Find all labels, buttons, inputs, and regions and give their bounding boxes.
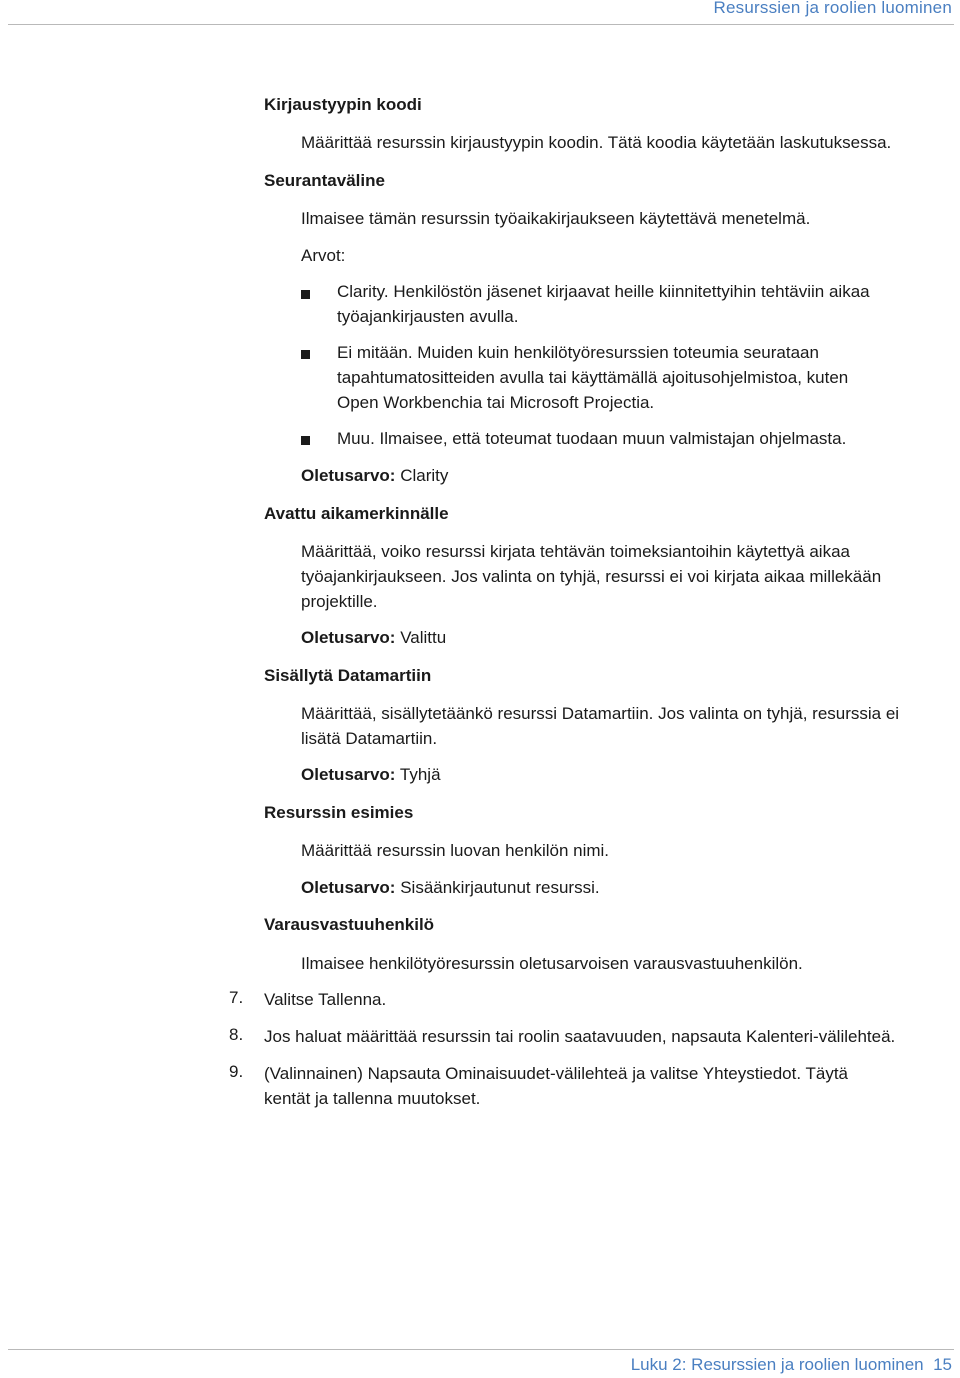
step-9-line2: kentät ja tallenna muutokset. — [264, 1089, 481, 1108]
bullet-clarity-line1: Clarity. Henkilöstön jäsenet kirjaavat heille kiinnitettyihin tehtäviin aikaa — [337, 282, 870, 301]
step-number-7: 7. — [229, 988, 244, 1007]
default-value: Clarity — [395, 466, 449, 485]
step-number-9: 9. — [229, 1062, 244, 1081]
desc-avattu-line1: Määrittää, voiko resurssi kirjata tehtävän toimeksiantoihin käytettyä aikaa — [301, 542, 850, 561]
term-kirjaustyyppi: Kirjaustyypin koodi — [264, 95, 422, 114]
term-esimies: Resurssin esimies — [264, 803, 414, 822]
default-value: Sisäänkirjautunut resurssi. — [395, 878, 600, 897]
bullet-square-icon — [301, 290, 310, 299]
bullet-square-icon — [301, 350, 310, 359]
default-label: Oletusarvo: — [301, 466, 396, 485]
term-avattu: Avattu aikamerkinnälle — [264, 504, 449, 523]
step-7-text: Valitse Tallenna. — [264, 990, 387, 1009]
desc-esimies: Määrittää resurssin luovan henkilön nimi. — [301, 841, 610, 860]
bullet-muu-line1: Muu. Ilmaisee, että toteumat tuodaan muun valmistajan ohjelmasta. — [337, 429, 847, 448]
bullet-clarity-line2: työajankirjausten avulla. — [337, 307, 519, 326]
bullet-ei-line3: Open Workbenchia tai Microsoft Projectia. — [337, 393, 655, 412]
desc-datamart-line2: lisätä Datamartiin. — [301, 729, 438, 748]
step-9-line1: (Valinnainen) Napsauta Ominaisuudet-välilehteä ja valitse Yhteystiedot. Täytä — [264, 1064, 849, 1083]
bullet-square-icon — [301, 436, 310, 445]
desc-kirjaustyyppi: Määrittää resurssin kirjaustyypin koodin. Tätä koodia käytetään laskutuksessa. — [301, 133, 892, 152]
values-label: Arvot: — [301, 246, 346, 265]
step-8-text: Jos haluat määrittää resurssin tai roolin saatavuuden, napsauta Kalenteri-välilehteä. — [264, 1027, 896, 1046]
default-value: Valittu — [395, 628, 447, 647]
term-varaus: Varausvastuuhenkilö — [264, 915, 435, 934]
header-divider — [8, 24, 954, 25]
default-avattu — [301, 626, 446, 651]
term-seuranta: Seurantaväline — [264, 171, 385, 190]
default-datamart — [301, 763, 441, 788]
desc-avattu-line2: työajankirjaukseen. Jos valinta on tyhjä, resurssi ei voi kirjata aikaa millekään — [301, 567, 882, 586]
default-label: Oletusarvo: — [301, 628, 396, 647]
default-seuranta — [301, 464, 448, 489]
desc-seuranta: Ilmaisee tämän resurssin työaikakirjaukseen käytettävä menetelmä. — [301, 209, 811, 228]
footer-divider — [8, 1349, 954, 1350]
default-value: Tyhjä — [395, 765, 441, 784]
running-footer: Luku 2: Resurssien ja roolien luominen 15 — [630, 1355, 952, 1374]
term-datamart: Sisällytä Datamartiin — [264, 666, 432, 685]
default-label: Oletusarvo: — [301, 878, 396, 897]
step-number-8: 8. — [229, 1025, 244, 1044]
default-label: Oletusarvo: — [301, 765, 396, 784]
bullet-ei-line2: tapahtumatositteiden avulla tai käyttämällä ajoitusohjelmistoa, kuten — [337, 368, 849, 387]
desc-varaus: Ilmaisee henkilötyöresurssin oletusarvoisen varausvastuuhenkilön. — [301, 954, 803, 973]
default-esimies — [301, 876, 600, 901]
bullet-ei-line1: Ei mitään. Muiden kuin henkilötyöresurssien toteumia seurataan — [337, 343, 819, 362]
running-header: Resurssien ja roolien luominen — [713, 0, 952, 17]
desc-avattu-line3: projektille. — [301, 592, 378, 611]
desc-datamart-line1: Määrittää, sisällytetäänkö resurssi Datamartiin. Jos valinta on tyhjä, resurssia ei — [301, 704, 900, 723]
